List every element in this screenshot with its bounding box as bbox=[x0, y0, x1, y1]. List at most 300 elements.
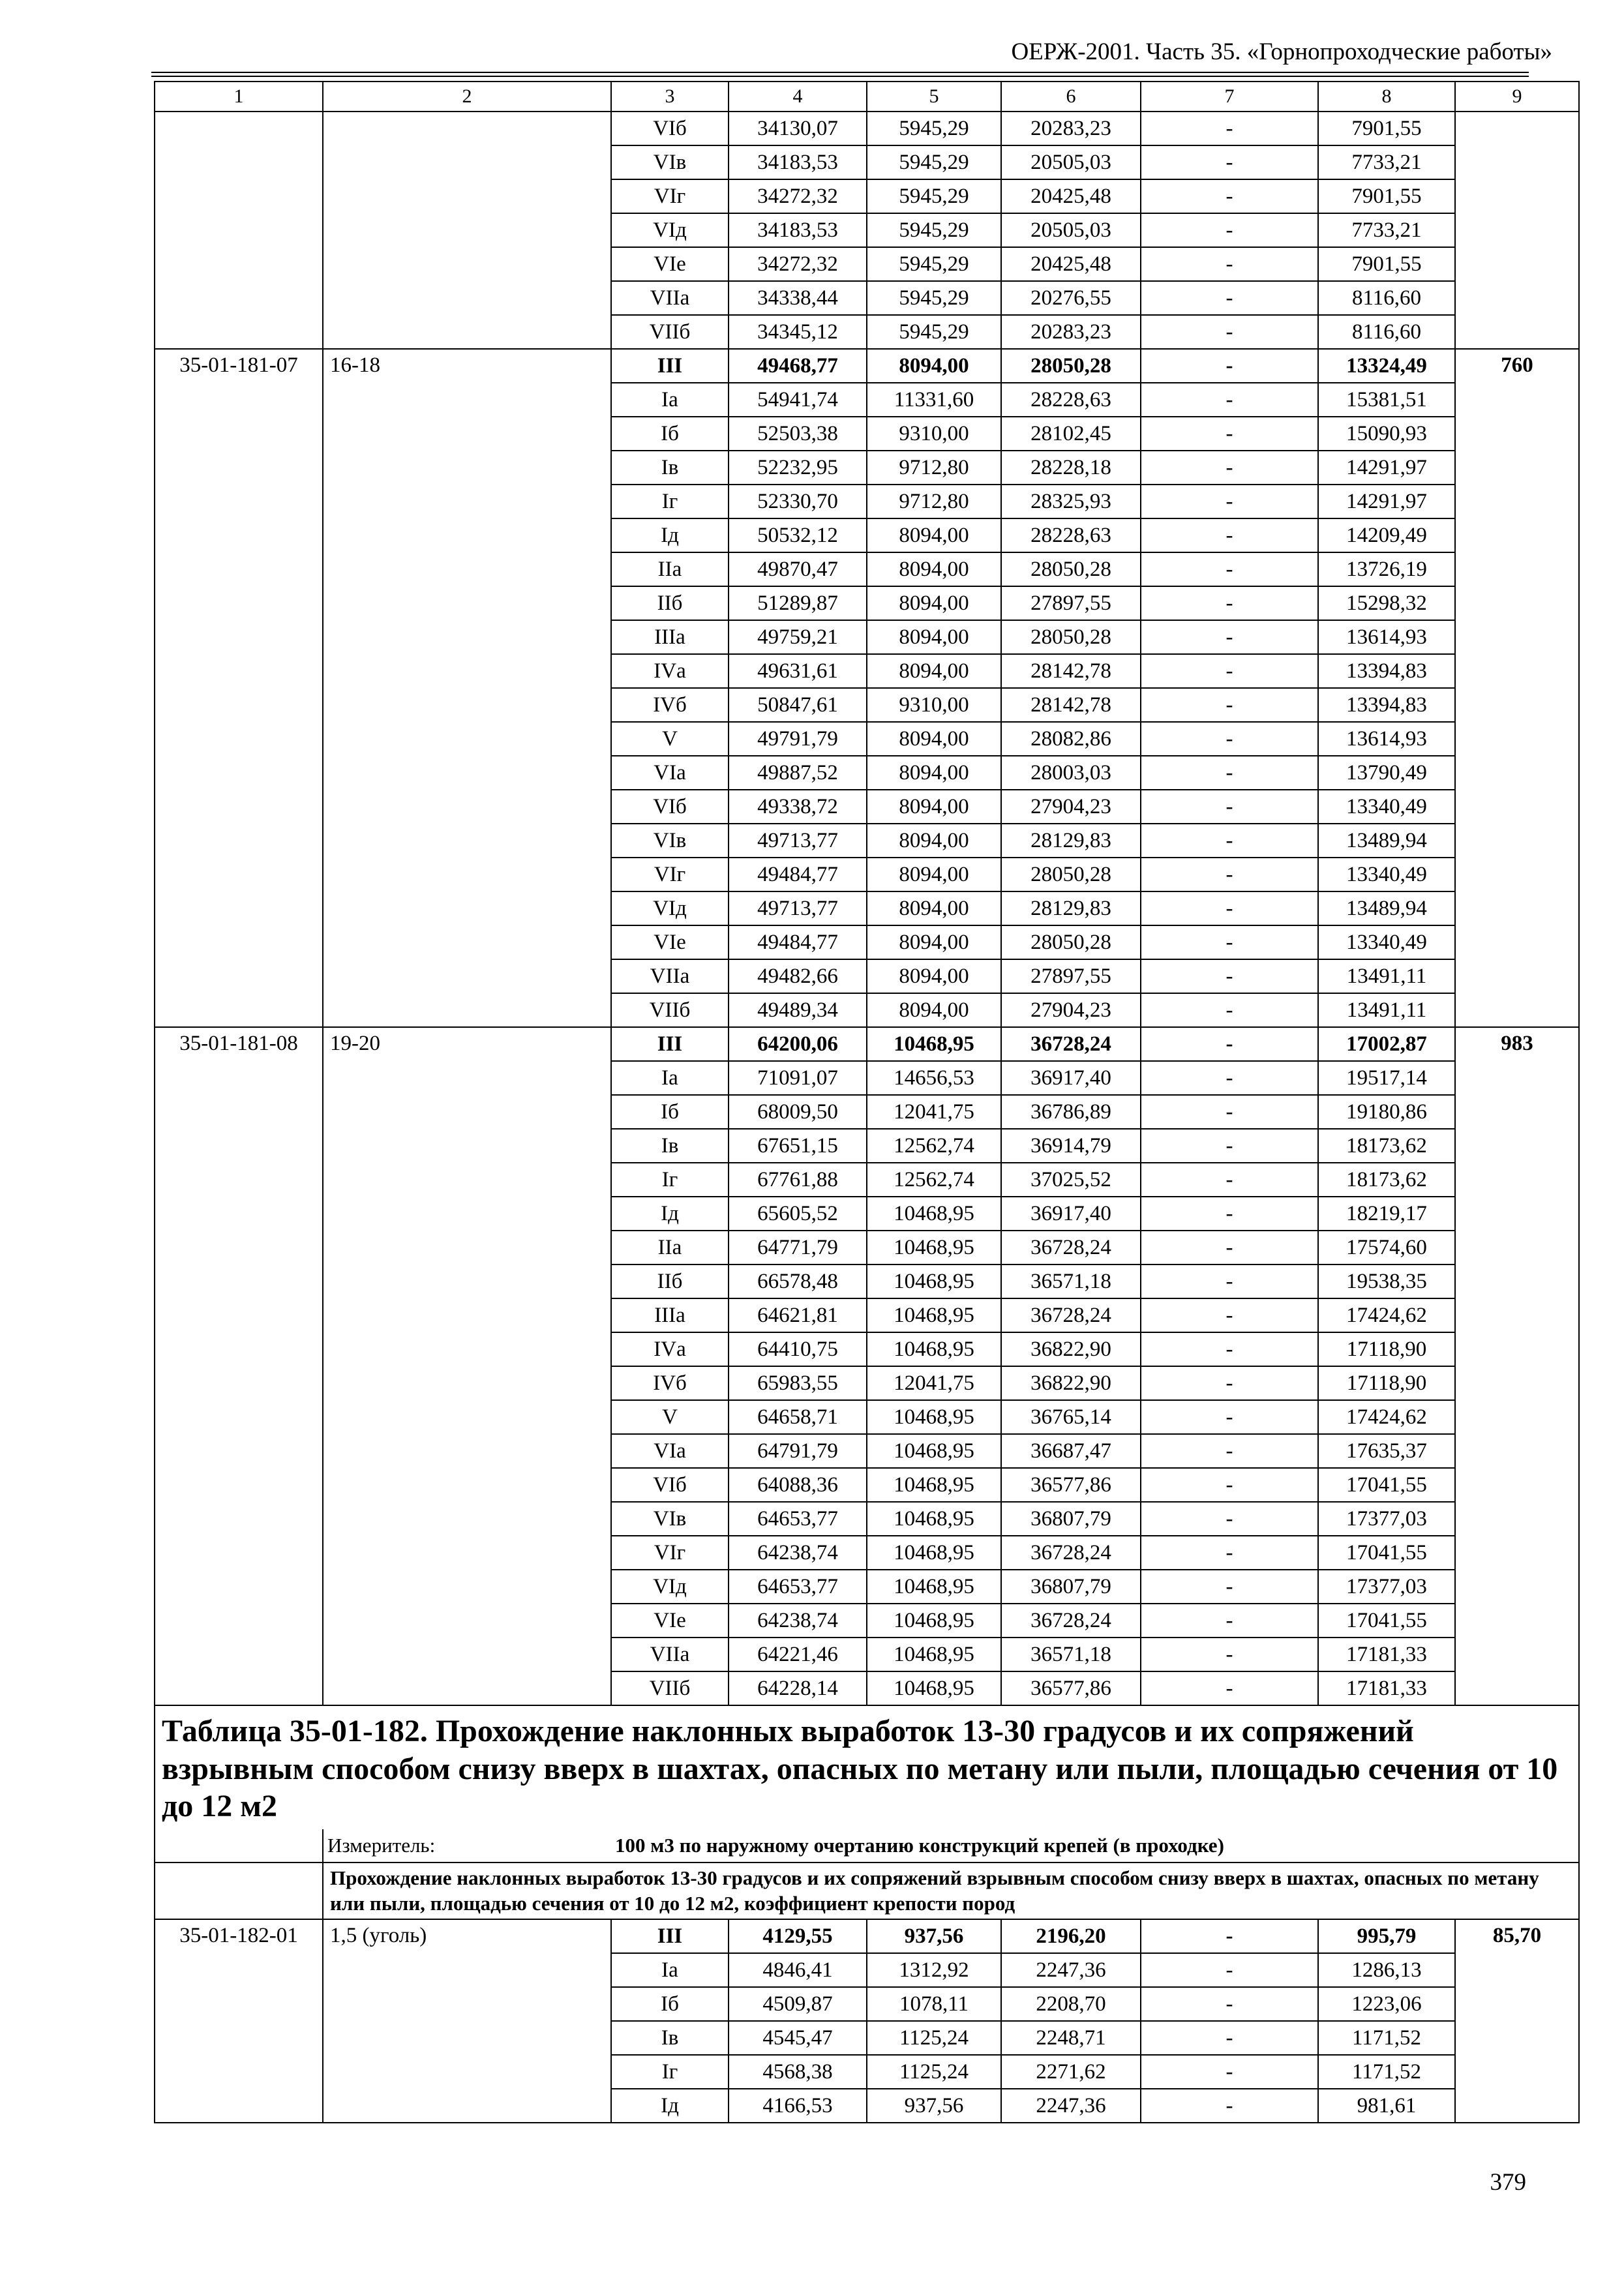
total-cost: 49713,77 bbox=[729, 824, 867, 858]
header-rule bbox=[151, 72, 1529, 73]
materials-cost: 17181,33 bbox=[1318, 1638, 1455, 1671]
driver-wages: - bbox=[1141, 756, 1318, 790]
materials-cost: 14291,97 bbox=[1318, 451, 1455, 485]
region-code: III bbox=[611, 349, 729, 383]
machine-cost: 2247,36 bbox=[1001, 2089, 1141, 2123]
worker-wages: 8094,00 bbox=[867, 552, 1001, 586]
worker-wages: 5945,29 bbox=[867, 281, 1001, 315]
total-cost: 4568,38 bbox=[729, 2055, 867, 2089]
total-cost: 65605,52 bbox=[729, 1197, 867, 1231]
driver-wages: - bbox=[1141, 315, 1318, 349]
total-cost: 49713,77 bbox=[729, 891, 867, 925]
machine-cost: 36807,79 bbox=[1001, 1570, 1141, 1604]
driver-wages: - bbox=[1141, 349, 1318, 383]
region-code: IVб bbox=[611, 688, 729, 722]
table-body bbox=[155, 82, 1579, 2123]
machine-cost: 28082,86 bbox=[1001, 722, 1141, 756]
machine-cost: 36786,89 bbox=[1001, 1095, 1141, 1129]
driver-wages: - bbox=[1141, 1298, 1318, 1332]
column-number: 3 bbox=[611, 82, 729, 112]
worker-wages: 937,56 bbox=[867, 2089, 1001, 2123]
price-table bbox=[154, 81, 1580, 2123]
materials-cost: 7733,21 bbox=[1318, 213, 1455, 247]
region-code: VIг bbox=[611, 179, 729, 213]
driver-wages: - bbox=[1141, 247, 1318, 281]
column-number-row bbox=[155, 82, 1579, 112]
total-cost: 34345,12 bbox=[729, 315, 867, 349]
total-cost: 50847,61 bbox=[729, 688, 867, 722]
rate-code bbox=[155, 112, 323, 349]
materials-cost: 17041,55 bbox=[1318, 1604, 1455, 1638]
worker-wages: 5945,29 bbox=[867, 213, 1001, 247]
driver-wages: - bbox=[1141, 959, 1318, 993]
total-cost: 52330,70 bbox=[729, 485, 867, 518]
materials-cost: 981,61 bbox=[1318, 2089, 1455, 2123]
materials-cost: 1286,13 bbox=[1318, 1953, 1455, 1987]
driver-wages: - bbox=[1141, 1953, 1318, 1987]
materials-cost: 13614,93 bbox=[1318, 722, 1455, 756]
machine-cost: 27897,55 bbox=[1001, 959, 1141, 993]
machine-cost: 28050,28 bbox=[1001, 925, 1141, 959]
materials-cost: 18173,62 bbox=[1318, 1163, 1455, 1197]
driver-wages: - bbox=[1141, 688, 1318, 722]
rock-strength: 19-20 bbox=[323, 1027, 611, 1705]
worker-wages: 1312,92 bbox=[867, 1953, 1001, 1987]
region-code: Iа bbox=[611, 1061, 729, 1095]
materials-cost: 17041,55 bbox=[1318, 1468, 1455, 1502]
region-code: Iв bbox=[611, 2021, 729, 2055]
machine-cost: 36917,40 bbox=[1001, 1197, 1141, 1231]
total-cost: 49484,77 bbox=[729, 925, 867, 959]
region-code: IIIа bbox=[611, 620, 729, 654]
worker-wages: 10468,95 bbox=[867, 1434, 1001, 1468]
worker-wages: 8094,00 bbox=[867, 756, 1001, 790]
driver-wages: - bbox=[1141, 858, 1318, 891]
worker-wages: 8094,00 bbox=[867, 790, 1001, 824]
worker-wages: 10468,95 bbox=[867, 1027, 1001, 1061]
region-code: VIд bbox=[611, 213, 729, 247]
table-row bbox=[155, 1027, 1579, 1061]
worker-wages: 10468,95 bbox=[867, 1468, 1001, 1502]
machine-cost: 20283,23 bbox=[1001, 315, 1141, 349]
machine-cost: 36577,86 bbox=[1001, 1468, 1141, 1502]
driver-wages: - bbox=[1141, 451, 1318, 485]
total-cost: 49791,79 bbox=[729, 722, 867, 756]
worker-wages: 8094,00 bbox=[867, 891, 1001, 925]
driver-wages: - bbox=[1141, 891, 1318, 925]
driver-wages: - bbox=[1141, 1638, 1318, 1671]
worker-wages: 12562,74 bbox=[867, 1163, 1001, 1197]
region-code: Iв bbox=[611, 1129, 729, 1163]
meter-row bbox=[155, 1829, 1579, 1863]
total-cost: 49759,21 bbox=[729, 620, 867, 654]
region-code: VIIб bbox=[611, 315, 729, 349]
table-row bbox=[155, 112, 1579, 145]
driver-wages: - bbox=[1141, 1468, 1318, 1502]
driver-wages: - bbox=[1141, 1536, 1318, 1570]
driver-wages: - bbox=[1141, 518, 1318, 552]
driver-wages: - bbox=[1141, 1027, 1318, 1061]
total-cost: 4166,53 bbox=[729, 2089, 867, 2123]
worker-wages: 8094,00 bbox=[867, 722, 1001, 756]
driver-wages: - bbox=[1141, 2055, 1318, 2089]
region-code: VIе bbox=[611, 247, 729, 281]
worker-wages: 8094,00 bbox=[867, 959, 1001, 993]
driver-wages: - bbox=[1141, 485, 1318, 518]
total-cost: 49484,77 bbox=[729, 858, 867, 891]
materials-cost: 7901,55 bbox=[1318, 247, 1455, 281]
machine-cost: 28228,18 bbox=[1001, 451, 1141, 485]
driver-wages: - bbox=[1141, 2089, 1318, 2123]
driver-wages: - bbox=[1141, 1570, 1318, 1604]
worker-wages: 8094,00 bbox=[867, 586, 1001, 620]
worker-wages: 5945,29 bbox=[867, 145, 1001, 179]
materials-cost: 13614,93 bbox=[1318, 620, 1455, 654]
region-code: VIIа bbox=[611, 959, 729, 993]
materials-cost: 18219,17 bbox=[1318, 1197, 1455, 1231]
driver-wages: - bbox=[1141, 383, 1318, 417]
driver-wages: - bbox=[1141, 1434, 1318, 1468]
machine-cost: 36765,14 bbox=[1001, 1400, 1141, 1434]
machine-cost: 36728,24 bbox=[1001, 1231, 1141, 1264]
region-code: IVб bbox=[611, 1366, 729, 1400]
total-cost: 67761,88 bbox=[729, 1163, 867, 1197]
table-title-row bbox=[155, 1705, 1579, 1829]
total-cost: 64228,14 bbox=[729, 1671, 867, 1705]
machine-cost: 20283,23 bbox=[1001, 112, 1141, 145]
total-cost: 49489,34 bbox=[729, 993, 867, 1027]
machine-cost: 36571,18 bbox=[1001, 1638, 1141, 1671]
region-code: V bbox=[611, 1400, 729, 1434]
worker-wages: 9712,80 bbox=[867, 485, 1001, 518]
region-code: Iб bbox=[611, 1095, 729, 1129]
worker-wages: 12041,75 bbox=[867, 1095, 1001, 1129]
materials-cost: 17181,33 bbox=[1318, 1671, 1455, 1705]
region-code: VIб bbox=[611, 112, 729, 145]
region-code: IVа bbox=[611, 1332, 729, 1366]
materials-cost: 13324,49 bbox=[1318, 349, 1455, 383]
machine-cost: 20425,48 bbox=[1001, 247, 1141, 281]
column-number: 2 bbox=[323, 82, 611, 112]
rate-code: 35-01-182-01 bbox=[155, 1919, 323, 2123]
materials-cost: 17041,55 bbox=[1318, 1536, 1455, 1570]
total-cost: 49631,61 bbox=[729, 654, 867, 688]
worker-wages: 10468,95 bbox=[867, 1638, 1001, 1671]
machine-cost: 28228,63 bbox=[1001, 383, 1141, 417]
page-number: 379 bbox=[1490, 2169, 1526, 2196]
worker-wages: 8094,00 bbox=[867, 925, 1001, 959]
worker-wages: 11331,60 bbox=[867, 383, 1001, 417]
column-number: 9 bbox=[1455, 82, 1579, 112]
machine-cost: 28050,28 bbox=[1001, 552, 1141, 586]
region-code: VIа bbox=[611, 756, 729, 790]
materials-cost: 1223,06 bbox=[1318, 1987, 1455, 2021]
worker-wages: 10468,95 bbox=[867, 1536, 1001, 1570]
machine-cost: 28325,93 bbox=[1001, 485, 1141, 518]
total-cost: 34338,44 bbox=[729, 281, 867, 315]
region-code: III bbox=[611, 1027, 729, 1061]
rock-strength: 16-18 bbox=[323, 349, 611, 1027]
worker-wages: 5945,29 bbox=[867, 179, 1001, 213]
total-cost: 51289,87 bbox=[729, 586, 867, 620]
machine-cost: 36728,24 bbox=[1001, 1298, 1141, 1332]
header-rule bbox=[151, 76, 1529, 77]
total-cost: 64221,46 bbox=[729, 1638, 867, 1671]
region-code: VIв bbox=[611, 824, 729, 858]
materials-cost: 8116,60 bbox=[1318, 315, 1455, 349]
materials-cost: 13726,19 bbox=[1318, 552, 1455, 586]
driver-wages: - bbox=[1141, 1332, 1318, 1366]
machine-cost: 2247,36 bbox=[1001, 1953, 1141, 1987]
region-code: Iа bbox=[611, 383, 729, 417]
driver-wages: - bbox=[1141, 1264, 1318, 1298]
driver-wages: - bbox=[1141, 925, 1318, 959]
worker-wages: 8094,00 bbox=[867, 993, 1001, 1027]
material-quantity: 760 bbox=[1455, 349, 1579, 1027]
region-code: VIг bbox=[611, 858, 729, 891]
total-cost: 71091,07 bbox=[729, 1061, 867, 1095]
machine-cost: 36917,40 bbox=[1001, 1061, 1141, 1095]
region-code: VIв bbox=[611, 145, 729, 179]
machine-cost: 36914,79 bbox=[1001, 1129, 1141, 1163]
total-cost: 67651,15 bbox=[729, 1129, 867, 1163]
machine-cost: 2208,70 bbox=[1001, 1987, 1141, 2021]
table-row bbox=[155, 349, 1579, 383]
materials-cost: 17118,90 bbox=[1318, 1366, 1455, 1400]
worker-wages: 10468,95 bbox=[867, 1197, 1001, 1231]
total-cost: 34130,07 bbox=[729, 112, 867, 145]
region-code: VIа bbox=[611, 1434, 729, 1468]
region-code: Iб bbox=[611, 1987, 729, 2021]
region-code: V bbox=[611, 722, 729, 756]
machine-cost: 2196,20 bbox=[1001, 1919, 1141, 1953]
column-number: 1 bbox=[155, 82, 323, 112]
materials-cost: 14291,97 bbox=[1318, 485, 1455, 518]
worker-wages: 10468,95 bbox=[867, 1231, 1001, 1264]
region-code: IIб bbox=[611, 1264, 729, 1298]
worker-wages: 10468,95 bbox=[867, 1332, 1001, 1366]
materials-cost: 7901,55 bbox=[1318, 112, 1455, 145]
region-code: III bbox=[611, 1919, 729, 1953]
machine-cost: 36822,90 bbox=[1001, 1332, 1141, 1366]
total-cost: 34272,32 bbox=[729, 179, 867, 213]
driver-wages: - bbox=[1141, 213, 1318, 247]
worker-wages: 10468,95 bbox=[867, 1264, 1001, 1298]
total-cost: 64771,79 bbox=[729, 1231, 867, 1264]
total-cost: 49887,52 bbox=[729, 756, 867, 790]
driver-wages: - bbox=[1141, 1671, 1318, 1705]
materials-cost: 13340,49 bbox=[1318, 790, 1455, 824]
total-cost: 49482,66 bbox=[729, 959, 867, 993]
materials-cost: 15298,32 bbox=[1318, 586, 1455, 620]
region-code: IIа bbox=[611, 1231, 729, 1264]
materials-cost: 13489,94 bbox=[1318, 891, 1455, 925]
driver-wages: - bbox=[1141, 1919, 1318, 1953]
driver-wages: - bbox=[1141, 281, 1318, 315]
material-quantity bbox=[1455, 112, 1579, 349]
worker-wages: 9310,00 bbox=[867, 688, 1001, 722]
machine-cost: 20505,03 bbox=[1001, 213, 1141, 247]
total-cost: 52232,95 bbox=[729, 451, 867, 485]
driver-wages: - bbox=[1141, 1095, 1318, 1129]
machine-cost: 36822,90 bbox=[1001, 1366, 1141, 1400]
total-cost: 64088,36 bbox=[729, 1468, 867, 1502]
total-cost: 64410,75 bbox=[729, 1332, 867, 1366]
driver-wages: - bbox=[1141, 1163, 1318, 1197]
machine-cost: 28129,83 bbox=[1001, 824, 1141, 858]
materials-cost: 17424,62 bbox=[1318, 1400, 1455, 1434]
machine-cost: 36571,18 bbox=[1001, 1264, 1141, 1298]
machine-cost: 27904,23 bbox=[1001, 993, 1141, 1027]
driver-wages: - bbox=[1141, 417, 1318, 451]
region-code: Iд bbox=[611, 2089, 729, 2123]
total-cost: 4545,47 bbox=[729, 2021, 867, 2055]
materials-cost: 19180,86 bbox=[1318, 1095, 1455, 1129]
materials-cost: 17377,03 bbox=[1318, 1502, 1455, 1536]
rate-code: 35-01-181-08 bbox=[155, 1027, 323, 1705]
worker-wages: 10468,95 bbox=[867, 1604, 1001, 1638]
region-code: Iг bbox=[611, 485, 729, 518]
machine-cost: 2248,71 bbox=[1001, 2021, 1141, 2055]
driver-wages: - bbox=[1141, 552, 1318, 586]
worker-wages: 10468,95 bbox=[867, 1671, 1001, 1705]
total-cost: 66578,48 bbox=[729, 1264, 867, 1298]
meter-value: 100 м3 по наружному очертанию конструкций крепей (в проходке) bbox=[611, 1829, 1579, 1863]
materials-cost: 995,79 bbox=[1318, 1919, 1455, 1953]
materials-cost: 13394,83 bbox=[1318, 688, 1455, 722]
rock-strength bbox=[323, 112, 611, 349]
total-cost: 68009,50 bbox=[729, 1095, 867, 1129]
region-code: VIд bbox=[611, 891, 729, 925]
driver-wages: - bbox=[1141, 1197, 1318, 1231]
total-cost: 64653,77 bbox=[729, 1502, 867, 1536]
column-number: 6 bbox=[1001, 82, 1141, 112]
machine-cost: 28050,28 bbox=[1001, 858, 1141, 891]
materials-cost: 13340,49 bbox=[1318, 925, 1455, 959]
worker-wages: 8094,00 bbox=[867, 620, 1001, 654]
worker-wages: 8094,00 bbox=[867, 824, 1001, 858]
driver-wages: - bbox=[1141, 654, 1318, 688]
materials-cost: 13394,83 bbox=[1318, 654, 1455, 688]
rock-strength: 1,5 (уголь) bbox=[323, 1919, 611, 2123]
worker-wages: 9712,80 bbox=[867, 451, 1001, 485]
materials-cost: 13489,94 bbox=[1318, 824, 1455, 858]
materials-cost: 17377,03 bbox=[1318, 1570, 1455, 1604]
table-title: Таблица 35-01-182. Прохождение наклонных выработок 13-30 градусов и их сопряжений взрывным способом снизу вверх в шахтах, опасных по метану или пыли, площадью сечения от 10 до 12 м2 bbox=[155, 1705, 1579, 1829]
total-cost: 64621,81 bbox=[729, 1298, 867, 1332]
materials-cost: 8116,60 bbox=[1318, 281, 1455, 315]
region-code: VIе bbox=[611, 925, 729, 959]
worker-wages: 1125,24 bbox=[867, 2055, 1001, 2089]
region-code: IIб bbox=[611, 586, 729, 620]
total-cost: 34183,53 bbox=[729, 213, 867, 247]
total-cost: 64200,06 bbox=[729, 1027, 867, 1061]
materials-cost: 7901,55 bbox=[1318, 179, 1455, 213]
material-quantity: 983 bbox=[1455, 1027, 1579, 1705]
region-code: Iв bbox=[611, 451, 729, 485]
driver-wages: - bbox=[1141, 179, 1318, 213]
rate-code: 35-01-181-07 bbox=[155, 349, 323, 1027]
total-cost: 64238,74 bbox=[729, 1604, 867, 1638]
driver-wages: - bbox=[1141, 1366, 1318, 1400]
region-code: IIа bbox=[611, 552, 729, 586]
machine-cost: 36728,24 bbox=[1001, 1604, 1141, 1638]
description-row bbox=[155, 1863, 1579, 1920]
total-cost: 49338,72 bbox=[729, 790, 867, 824]
machine-cost: 27904,23 bbox=[1001, 790, 1141, 824]
total-cost: 64238,74 bbox=[729, 1536, 867, 1570]
materials-cost: 13790,49 bbox=[1318, 756, 1455, 790]
driver-wages: - bbox=[1141, 790, 1318, 824]
region-code: Iд bbox=[611, 1197, 729, 1231]
materials-cost: 17002,87 bbox=[1318, 1027, 1455, 1061]
driver-wages: - bbox=[1141, 1502, 1318, 1536]
driver-wages: - bbox=[1141, 112, 1318, 145]
column-number: 4 bbox=[729, 82, 867, 112]
driver-wages: - bbox=[1141, 1604, 1318, 1638]
worker-wages: 10468,95 bbox=[867, 1400, 1001, 1434]
worker-wages: 1125,24 bbox=[867, 2021, 1001, 2055]
region-code: VIIа bbox=[611, 1638, 729, 1671]
driver-wages: - bbox=[1141, 993, 1318, 1027]
driver-wages: - bbox=[1141, 586, 1318, 620]
worker-wages: 14656,53 bbox=[867, 1061, 1001, 1095]
worker-wages: 937,56 bbox=[867, 1919, 1001, 1953]
machine-cost: 36728,24 bbox=[1001, 1536, 1141, 1570]
worker-wages: 8094,00 bbox=[867, 349, 1001, 383]
worker-wages: 12562,74 bbox=[867, 1129, 1001, 1163]
materials-cost: 17635,37 bbox=[1318, 1434, 1455, 1468]
meter-spacer bbox=[155, 1829, 323, 1863]
region-code: Iг bbox=[611, 2055, 729, 2089]
worker-wages: 8094,00 bbox=[867, 858, 1001, 891]
machine-cost: 28142,78 bbox=[1001, 654, 1141, 688]
total-cost: 34272,32 bbox=[729, 247, 867, 281]
materials-cost: 15381,51 bbox=[1318, 383, 1455, 417]
total-cost: 34183,53 bbox=[729, 145, 867, 179]
materials-cost: 14209,49 bbox=[1318, 518, 1455, 552]
region-code: VIIб bbox=[611, 993, 729, 1027]
driver-wages: - bbox=[1141, 1987, 1318, 2021]
driver-wages: - bbox=[1141, 722, 1318, 756]
machine-cost: 20276,55 bbox=[1001, 281, 1141, 315]
materials-cost: 13491,11 bbox=[1318, 993, 1455, 1027]
region-code: VIIб bbox=[611, 1671, 729, 1705]
materials-cost: 18173,62 bbox=[1318, 1129, 1455, 1163]
worker-wages: 8094,00 bbox=[867, 654, 1001, 688]
materials-cost: 19538,35 bbox=[1318, 1264, 1455, 1298]
machine-cost: 2271,62 bbox=[1001, 2055, 1141, 2089]
region-code: Iб bbox=[611, 417, 729, 451]
materials-cost: 17574,60 bbox=[1318, 1231, 1455, 1264]
region-code: Iа bbox=[611, 1953, 729, 1987]
driver-wages: - bbox=[1141, 2021, 1318, 2055]
machine-cost: 28003,03 bbox=[1001, 756, 1141, 790]
worker-wages: 5945,29 bbox=[867, 315, 1001, 349]
machine-cost: 36728,24 bbox=[1001, 1027, 1141, 1061]
driver-wages: - bbox=[1141, 824, 1318, 858]
machine-cost: 28050,28 bbox=[1001, 620, 1141, 654]
region-code: VIд bbox=[611, 1570, 729, 1604]
driver-wages: - bbox=[1141, 1129, 1318, 1163]
column-number: 5 bbox=[867, 82, 1001, 112]
column-number: 7 bbox=[1141, 82, 1318, 112]
region-code: VIе bbox=[611, 1604, 729, 1638]
worker-wages: 1078,11 bbox=[867, 1987, 1001, 2021]
machine-cost: 36807,79 bbox=[1001, 1502, 1141, 1536]
total-cost: 49468,77 bbox=[729, 349, 867, 383]
table-row bbox=[155, 1919, 1579, 1953]
